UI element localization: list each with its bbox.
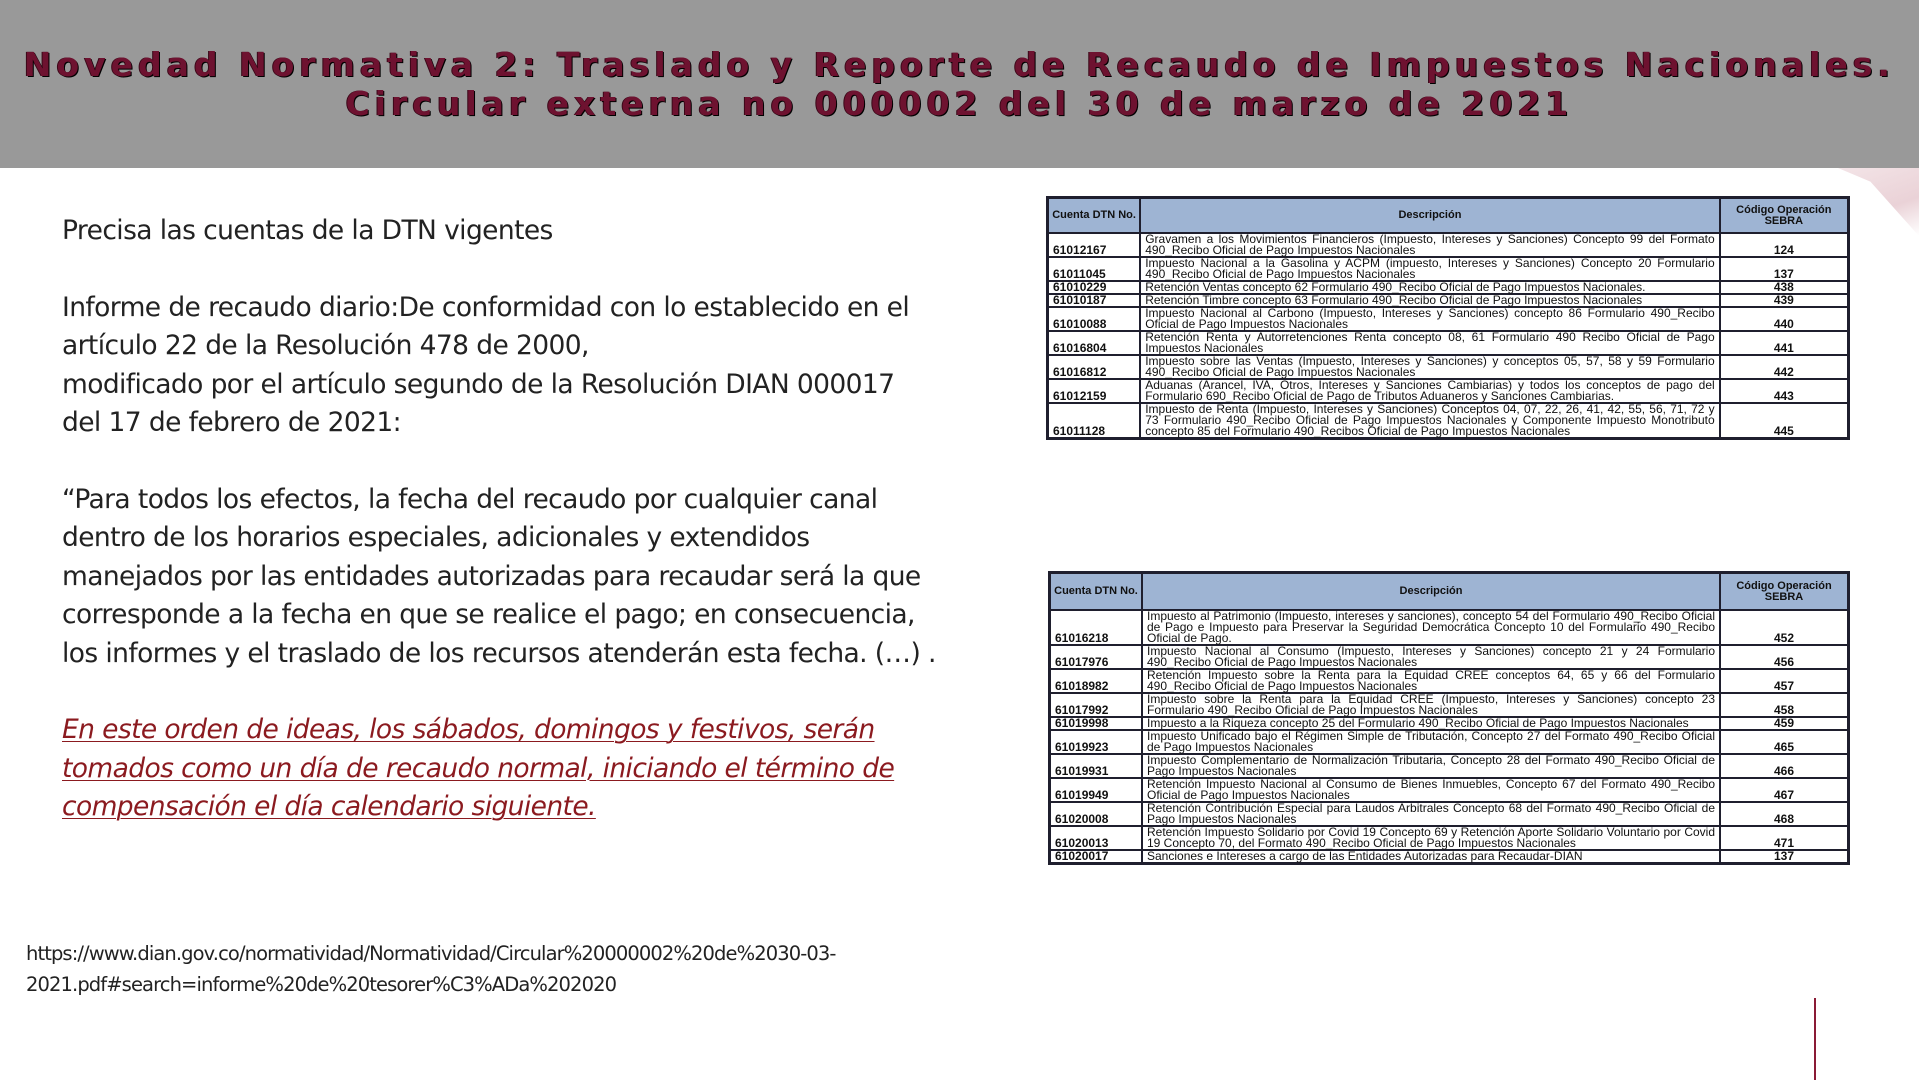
slide-header <box>0 0 1919 168</box>
accounts-table-2 <box>1048 571 1850 865</box>
account-number-cell: 61010229 <box>1048 281 1141 294</box>
table-row <box>1048 403 1849 439</box>
sebra-code-cell: 459 <box>1720 717 1849 730</box>
table-row <box>1050 645 1849 669</box>
account-number-cell: 61020013 <box>1050 826 1143 850</box>
account-number-cell: 61019923 <box>1050 730 1143 754</box>
source-url: https://www.dian.gov.co/normatividad/Normatividad/Circular%20000002%20de%2030-03-2021.pdf#search=informe%20de%20tesorer%C3%ADa%202020 <box>26 942 836 996</box>
header-descripcion: Descripción <box>1140 198 1719 234</box>
description-cell: Impuesto Nacional a la Gasolina y ACPM (impuesto, Intereses y Sanciones) Concepto 20 Formulario 490_Recibo Oficial de Pago Impuestos Nacionales <box>1140 257 1719 281</box>
description-cell: Sanciones e Intereses a cargo de las Entidades Autorizadas para Recaudar-DIAN <box>1142 850 1720 864</box>
slide-title-line-1: Novedad Normativa 2: Traslado y Reporte de Recaudo de Impuestos Nacionales. <box>23 45 1896 84</box>
informe-paragraph <box>62 289 937 443</box>
sebra-code-cell: 440 <box>1720 307 1849 331</box>
quote-paragraph: “Para todos los efectos, la fecha del recaudo por cualquier canal dentro de los horarios especiales, adicionales y extendidos manejados por las entidades autorizadas para recaudar será la que corresponde a la fecha en que se realice el pago; en consecuencia, los informes y el traslado de los recursos atenderán esta fecha. (…) . <box>62 483 936 669</box>
table-row <box>1048 307 1849 331</box>
description-cell: Retención Renta y Autorretenciones Renta concepto 08, 61 Formulario 490 Recibo Oficial de Pago Impuestos Nacionales <box>1140 331 1719 355</box>
description-cell: Impuesto Nacional al Consumo (Impuesto, Intereses y Sanciones) concepto 21 y 24 Formulario 490_Recibo Oficial de Pago Impuestos Nacionales <box>1142 645 1720 669</box>
header-cuenta: Cuenta DTN No. <box>1050 573 1143 611</box>
table-row <box>1048 233 1849 257</box>
decorative-corner-shape <box>1838 168 1919 236</box>
table-row <box>1048 257 1849 281</box>
header-codigo: Código Operación SEBRA <box>1720 573 1849 611</box>
account-number-cell: 61011045 <box>1048 257 1141 281</box>
description-cell: Impuesto Complementario de Normalización Tributaria, Concepto 28 del Formato 490_Recibo Oficial de Pago Impuestos Nacionales <box>1142 754 1720 778</box>
account-number-cell: 61017992 <box>1050 693 1143 717</box>
description-cell: Aduanas (Arancel, IVA, Otros, Intereses y Sanciones Cambiarias) y todos los conceptos de pago del Formulario 690_Recibo Oficial de Pago de Tributos Aduaneros y Sanciones Cambiarias. <box>1140 379 1719 403</box>
table-row <box>1050 850 1849 864</box>
accounts-table-1 <box>1046 196 1850 440</box>
sebra-code-cell: 137 <box>1720 257 1849 281</box>
description-cell: Impuesto sobre las Ventas (Impuesto, Intereses y Sanciones) y conceptos 05, 57, 58 y 59 Formulario 490_Recibo Oficial de Pago Impuestos Nacionales <box>1140 355 1719 379</box>
table-row <box>1050 826 1849 850</box>
account-number-cell: 61019949 <box>1050 778 1143 802</box>
account-number-cell: 61018982 <box>1050 669 1143 693</box>
sebra-code-cell: 443 <box>1720 379 1849 403</box>
sebra-code-cell: 467 <box>1720 778 1849 802</box>
account-number-cell: 61016804 <box>1048 331 1141 355</box>
table-row <box>1050 754 1849 778</box>
description-cell: Retención Impuesto sobre la Renta para la Equidad CREE conceptos 64, 65 y 66 del Formulario 490_Recibo Oficial de Pago Impuestos Nacionales <box>1142 669 1720 693</box>
sebra-code-cell: 468 <box>1720 802 1849 826</box>
informe-text-part-2: modificado por el artículo segundo de la Resolución DIAN 000017 del 17 de febrero de 2021: <box>62 368 895 438</box>
sebra-code-cell: 445 <box>1720 403 1849 439</box>
description-cell: Retención Contribución Especial para Laudos Arbitrales Concepto 68 del Formato 490_Recibo Oficial de Pago Impuestos Nacionales <box>1142 802 1720 826</box>
intro-paragraph: Precisa las cuentas de la DTN vigentes <box>62 215 553 246</box>
table-row <box>1048 331 1849 355</box>
description-cell: Impuesto sobre la Renta para la Equidad CREE (Impuesto, Intereses y Sanciones) concepto 23 Formulario 490_Recibo Oficial de Pago Impuestos Nacionales <box>1142 693 1720 717</box>
description-cell: Impuesto a la Riqueza concepto 25 del Formulario 490_Recibo Oficial de Pago Impuestos Nacionales <box>1142 717 1720 730</box>
sebra-code-cell: 438 <box>1720 281 1849 294</box>
decorative-vertical-line <box>1814 998 1816 1080</box>
sebra-code-cell: 457 <box>1720 669 1849 693</box>
sebra-code-cell: 137 <box>1720 850 1849 864</box>
description-cell: Impuesto Nacional al Carbono (Impuesto, Intereses y Sanciones) concepto 86 Formulario 490_Recibo Oficial de Pago Impuestos Nacionales <box>1140 307 1719 331</box>
description-cell: Retención Timbre concepto 63 Formulario 490_Recibo Oficial de Pago Impuestos Nacionales <box>1140 294 1719 307</box>
table-header-row <box>1050 573 1849 611</box>
sebra-code-cell: 124 <box>1720 233 1849 257</box>
account-number-cell: 61019931 <box>1050 754 1143 778</box>
description-cell: Retención Impuesto Solidario por Covid 19 Concepto 69 y Retención Aporte Solidario Voluntario por Covid 19 Concepto 70, del Formato 490_Recibo Oficial de Pago Impuestos Nacionales <box>1142 826 1720 850</box>
sebra-code-cell: 466 <box>1720 754 1849 778</box>
description-cell: Retención Ventas concepto 62 Formulario 490_Recibo Oficial de Pago Impuestos Nacionales. <box>1140 281 1719 294</box>
informe-text-part-1: Informe de recaudo diario:De conformidad con lo establecido en el artículo 22 de la Resolución 478 de 2000, <box>62 291 910 361</box>
account-number-cell: 61017976 <box>1050 645 1143 669</box>
table-row <box>1048 355 1849 379</box>
account-number-cell: 61016812 <box>1048 355 1141 379</box>
sebra-code-cell: 452 <box>1720 610 1849 645</box>
description-cell: Impuesto Unificado bajo el Régimen Simple de Tributación, Concepto 27 del Formato 490_Recibo Oficial de Pago Impuestos Nacionales <box>1142 730 1720 754</box>
body-text <box>62 212 937 865</box>
header-codigo: Código Operación SEBRA <box>1720 198 1849 234</box>
table-row <box>1050 610 1849 645</box>
table-row <box>1050 778 1849 802</box>
account-number-cell: 61020008 <box>1050 802 1143 826</box>
table-row <box>1050 802 1849 826</box>
sebra-code-cell: 442 <box>1720 355 1849 379</box>
account-number-cell: 61019998 <box>1050 717 1143 730</box>
highlight-paragraph: En este orden de ideas, los sábados, domingos y festivos, serán tomados como un día de recaudo normal, iniciando el término de compensación el día calendario siguiente. <box>62 714 895 822</box>
description-cell: Retención Impuesto Nacional al Consumo de Bienes Inmuebles, Concepto 67 del Formato 490_Recibo Oficial de Pago Impuestos Nacionales <box>1142 778 1720 802</box>
account-number-cell: 61012159 <box>1048 379 1141 403</box>
sebra-code-cell: 441 <box>1720 331 1849 355</box>
header-cuenta: Cuenta DTN No. <box>1048 198 1141 234</box>
description-cell: Gravamen a los Movimientos Financieros (Impuesto, Intereses y Sanciones) Concepto 99 del Formato 490_Recibo Oficial de Pago Impuestos Nacionales <box>1140 233 1719 257</box>
description-cell: Impuesto al Patrimonio (Impuesto, intereses y sanciones), concepto 54 del Formulario 490_Recibo Oficial de Pago e Impuesto para Preservar la Seguridad Democrática Concepto 10 del Formulario 490_Recibo Oficial de Pago. <box>1142 610 1720 645</box>
account-number-cell: 61011128 <box>1048 403 1141 439</box>
sebra-code-cell: 456 <box>1720 645 1849 669</box>
description-cell: Impuesto de Renta (Impuesto, Intereses y Sanciones) Conceptos 04, 07, 22, 26, 41, 42, 55, 56, 71, 72 y 73 Formulario 490_Recibo Oficial de Pago Impuestos Nacionales y Componente Impuesto Monotributo concepto 85 del Formulario 490_Recibos Oficial de Pago Impuestos Nacionales <box>1140 403 1719 439</box>
header-descripcion: Descripción <box>1142 573 1720 611</box>
account-number-cell: 61016218 <box>1050 610 1143 645</box>
table-row <box>1050 669 1849 693</box>
table-row <box>1050 730 1849 754</box>
account-number-cell: 61010187 <box>1048 294 1141 307</box>
account-number-cell: 61020017 <box>1050 850 1143 864</box>
sebra-code-cell: 458 <box>1720 693 1849 717</box>
sebra-code-cell: 471 <box>1720 826 1849 850</box>
account-number-cell: 61012167 <box>1048 233 1141 257</box>
table-header-row <box>1048 198 1849 234</box>
table-row <box>1050 693 1849 717</box>
sebra-code-cell: 465 <box>1720 730 1849 754</box>
slide-title-line-2: Circular externa no 000002 del 30 de marzo de 2021 <box>345 84 1574 123</box>
sebra-code-cell: 439 <box>1720 294 1849 307</box>
account-number-cell: 61010088 <box>1048 307 1141 331</box>
table-row <box>1048 379 1849 403</box>
